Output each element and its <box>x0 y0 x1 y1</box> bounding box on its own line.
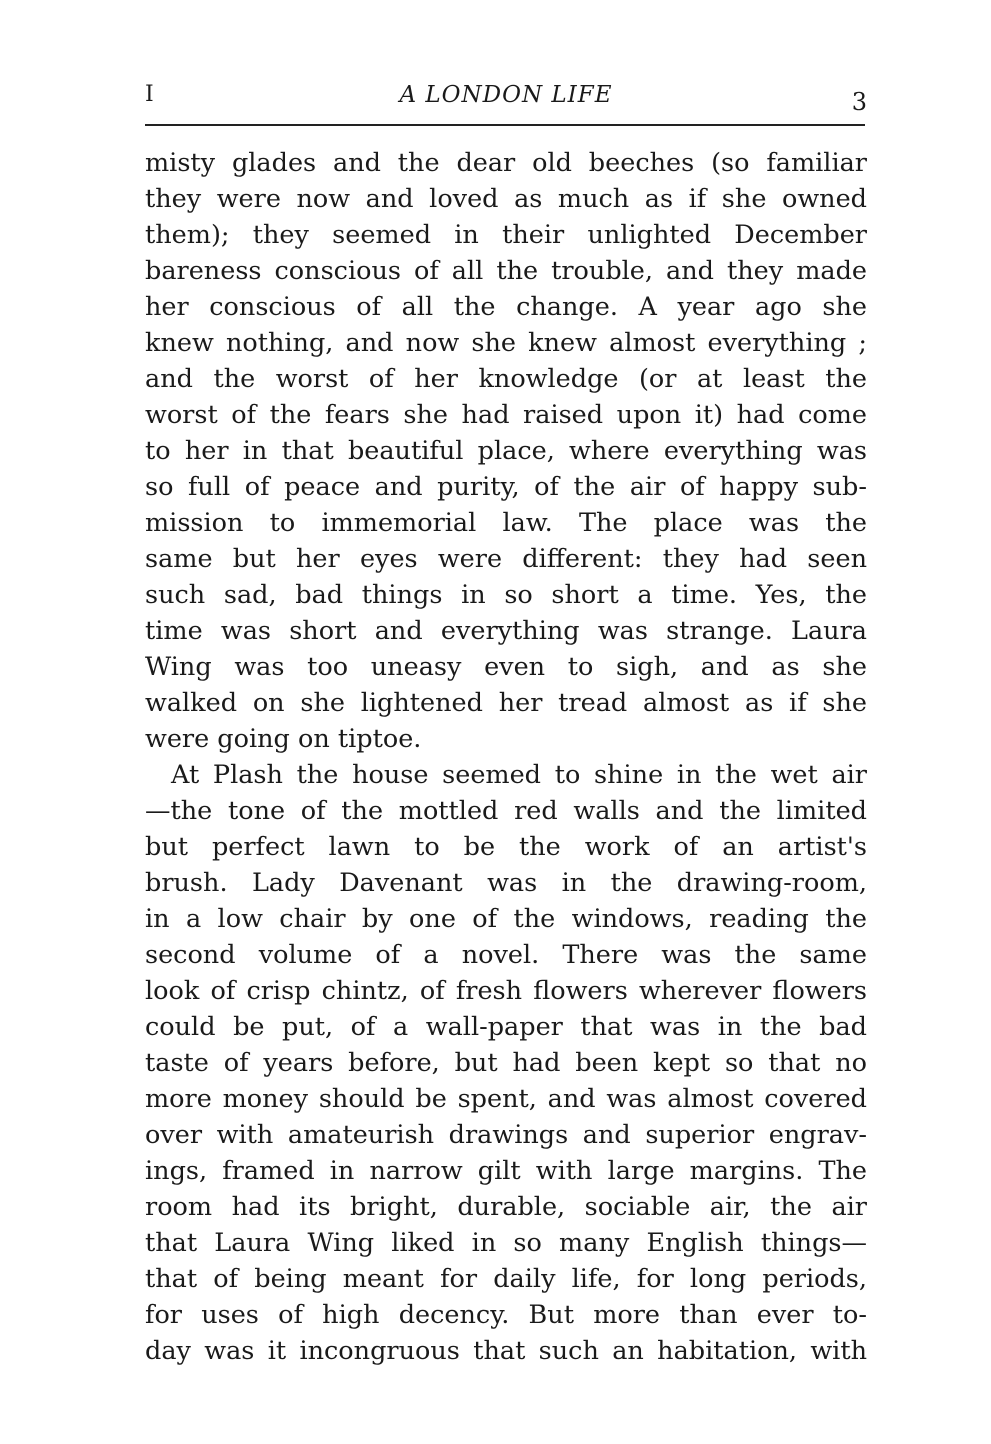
text-line: look of crisp chintz, of fresh flowers wherever flowers <box>145 976 867 1006</box>
running-title: A LONDON LIFE <box>399 82 613 108</box>
text-line: to her in that beautiful place, where everything was <box>145 436 867 466</box>
text-line: and the worst of her knowledge (or at least the <box>145 364 867 394</box>
text-line: same but her eyes were different: they had seen <box>145 544 867 574</box>
chapter-number: I <box>145 82 154 107</box>
text-line: her conscious of all the change. A year ago she <box>145 292 867 322</box>
text-line: in a low chair by one of the windows, reading the <box>145 904 867 934</box>
text-line: bareness conscious of all the trouble, and they made <box>145 256 867 286</box>
paragraph-start-line: At Plash the house seemed to shine in the wet air <box>171 760 867 790</box>
text-line: worst of the fears she had raised upon it) had come <box>145 400 867 430</box>
text-line: day was it incongruous that such an habitation, with <box>145 1336 867 1366</box>
text-line: walked on she lightened her tread almost as if she <box>145 688 867 718</box>
text-line: second volume of a novel. There was the same <box>145 940 867 970</box>
text-line: room had its bright, durable, sociable air, the air <box>145 1192 867 1222</box>
text-line: time was short and everything was strange. Laura <box>145 616 867 646</box>
text-line: mission to immemorial law. The place was the <box>145 508 867 538</box>
text-line: over with amateurish drawings and superior engrav- <box>145 1120 867 1150</box>
text-line: they were now and loved as much as if she owned <box>145 184 867 214</box>
text-line: but perfect lawn to be the work of an artist's <box>145 832 867 862</box>
text-line: ings, framed in narrow gilt with large margins. The <box>145 1156 867 1186</box>
text-line: misty glades and the dear old beeches (so familiar <box>145 148 867 178</box>
text-line: that of being meant for daily life, for long periods, <box>145 1264 867 1294</box>
page-number: 3 <box>851 88 867 116</box>
text-line: for uses of high decency. But more than ever to- <box>145 1300 867 1330</box>
text-line: so full of peace and purity, of the air of happy sub- <box>145 472 867 502</box>
header-rule <box>145 124 865 126</box>
text-line: more money should be spent, and was almost covered <box>145 1084 867 1114</box>
text-line: them); they seemed in their unlighted December <box>145 220 867 250</box>
text-line: brush. Lady Davenant was in the drawing-room, <box>145 868 867 898</box>
text-line: Wing was too uneasy even to sigh, and as she <box>145 652 867 682</box>
text-line: that Laura Wing liked in so many English things— <box>145 1228 867 1258</box>
text-line: —the tone of the mottled red walls and the limited <box>145 796 867 826</box>
running-head <box>145 82 867 116</box>
text-line: taste of years before, but had been kept so that no <box>145 1048 867 1078</box>
text-line: knew nothing, and now she knew almost everything ; <box>145 328 867 358</box>
body-text <box>145 145 867 1369</box>
text-line: were going on tiptoe. <box>145 724 422 754</box>
text-line: such sad, bad things in so short a time. Yes, the <box>145 580 867 610</box>
text-line: could be put, of a wall-paper that was in the bad <box>145 1012 867 1042</box>
